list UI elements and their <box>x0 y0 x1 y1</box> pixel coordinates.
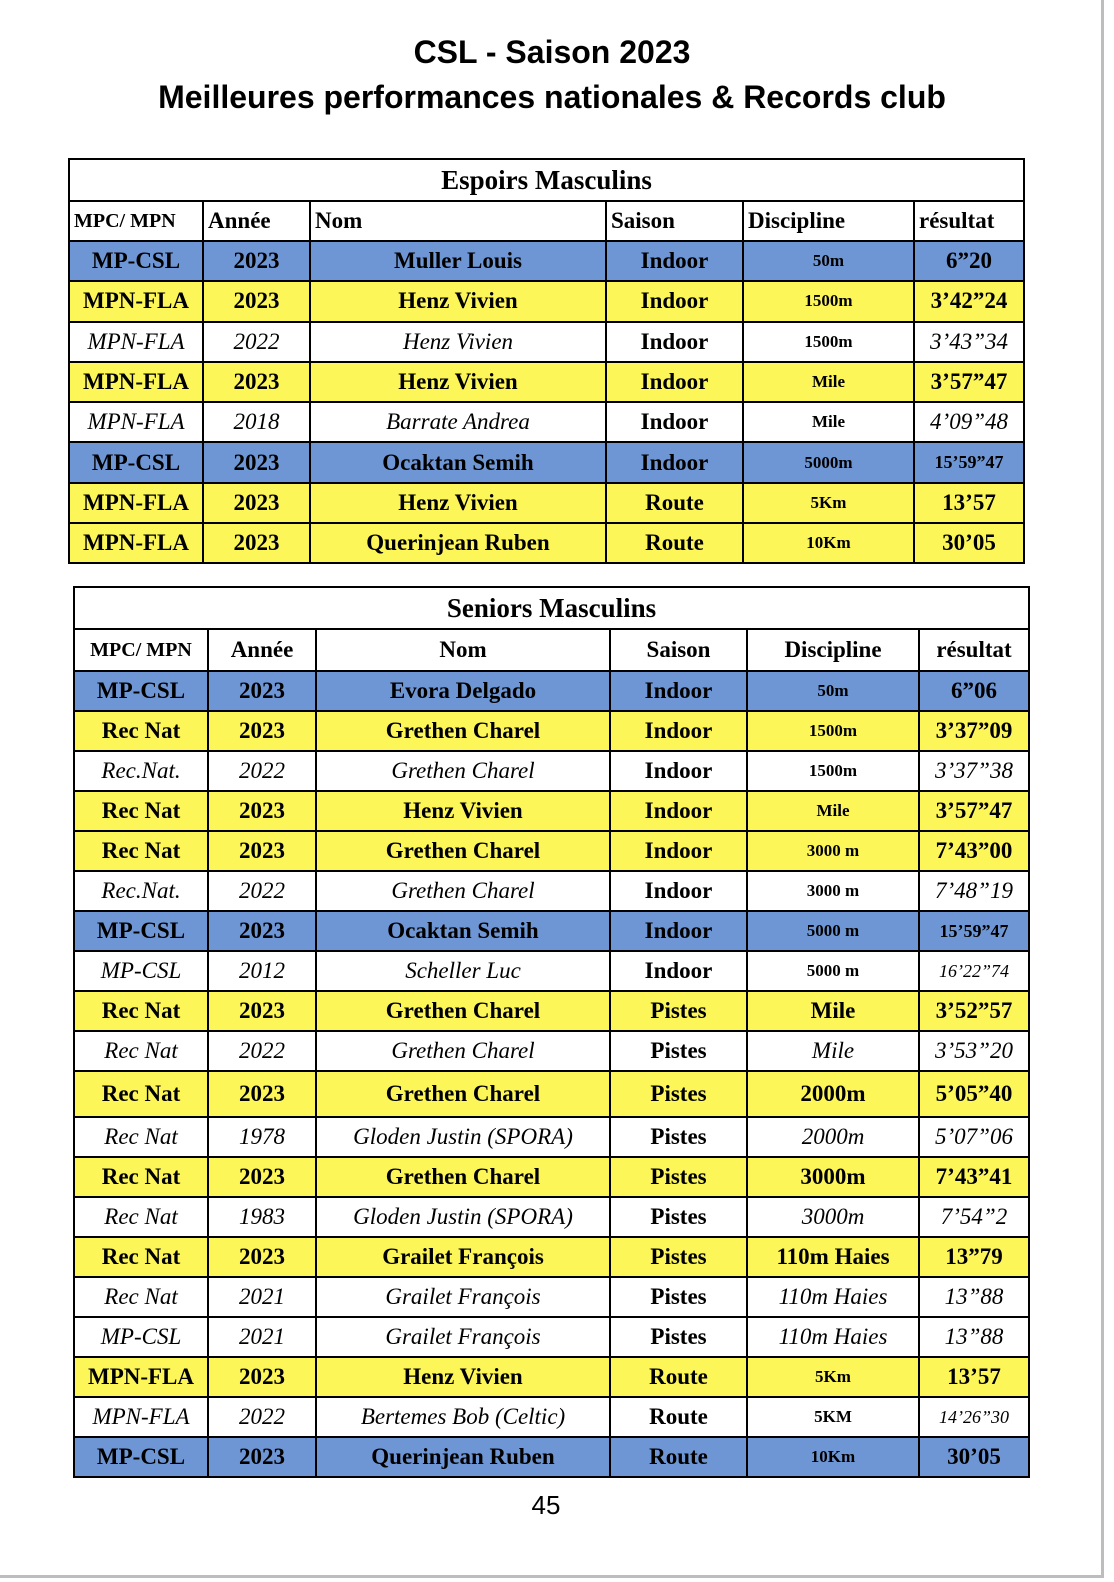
category-cell: MPN-FLA <box>69 402 203 442</box>
result-cell: 13’57 <box>919 1357 1029 1397</box>
result-cell: 3’57”47 <box>919 791 1029 831</box>
year-cell: 2023 <box>208 1157 316 1197</box>
result-cell: 5’05”40 <box>919 1071 1029 1117</box>
discipline-cell: 110m Haies <box>747 1237 919 1277</box>
name-cell: Grailet François <box>316 1317 610 1357</box>
category-cell: Rec Nat <box>74 1157 208 1197</box>
table-row <box>69 523 1024 563</box>
year-cell: 2022 <box>203 322 310 362</box>
name-cell: Grethen Charel <box>316 711 610 751</box>
column-header: Nom <box>316 629 610 671</box>
discipline-cell: Mile <box>743 402 914 442</box>
season-cell: Indoor <box>610 711 747 751</box>
column-header: Nom <box>310 201 606 241</box>
result-cell: 5’07”06 <box>919 1117 1029 1157</box>
name-cell: Henz Vivien <box>310 362 606 402</box>
season-cell: Indoor <box>610 671 747 711</box>
espoirs-masculins-table <box>68 158 1025 564</box>
season-cell: Indoor <box>606 362 743 402</box>
name-cell: Grethen Charel <box>316 871 610 911</box>
discipline-cell: Mile <box>747 991 919 1031</box>
table-row <box>74 1357 1029 1397</box>
year-cell: 2022 <box>208 1397 316 1437</box>
result-cell: 3’57”47 <box>914 362 1024 402</box>
discipline-cell: 3000m <box>747 1157 919 1197</box>
category-cell: Rec Nat <box>74 991 208 1031</box>
name-cell: Querinjean Ruben <box>310 523 606 563</box>
column-header: Année <box>208 629 316 671</box>
season-cell: Route <box>610 1357 747 1397</box>
result-cell: 16’22”74 <box>919 951 1029 991</box>
table-row <box>74 951 1029 991</box>
category-cell: MPN-FLA <box>69 362 203 402</box>
year-cell: 2023 <box>208 1237 316 1277</box>
table-row <box>69 322 1024 362</box>
table-row <box>74 1071 1029 1117</box>
season-cell: Indoor <box>606 402 743 442</box>
table-row <box>69 483 1024 523</box>
discipline-cell: 50m <box>743 241 914 281</box>
year-cell: 2023 <box>203 442 310 482</box>
year-cell: 2023 <box>203 362 310 402</box>
column-header: MPC/ MPN <box>74 629 208 671</box>
category-cell: MPN-FLA <box>69 322 203 362</box>
column-header: résultat <box>914 201 1024 241</box>
result-cell: 3’43”34 <box>914 322 1024 362</box>
name-cell: Ocaktan Semih <box>310 442 606 482</box>
season-cell: Pistes <box>610 1031 747 1071</box>
year-cell: 2022 <box>208 751 316 791</box>
result-cell: 13”79 <box>919 1237 1029 1277</box>
year-cell: 2023 <box>208 671 316 711</box>
discipline-cell: 1500m <box>743 322 914 362</box>
category-cell: Rec Nat <box>74 1197 208 1237</box>
category-cell: MP-CSL <box>74 911 208 951</box>
season-cell: Pistes <box>610 1237 747 1277</box>
name-cell: Grethen Charel <box>316 1031 610 1071</box>
category-cell: Rec.Nat. <box>74 751 208 791</box>
category-cell: Rec Nat <box>74 1071 208 1117</box>
year-cell: 2022 <box>208 1031 316 1071</box>
discipline-cell: 10Km <box>743 523 914 563</box>
season-cell: Indoor <box>610 911 747 951</box>
category-cell: Rec Nat <box>74 831 208 871</box>
name-cell: Henz Vivien <box>310 322 606 362</box>
season-cell: Pistes <box>610 1277 747 1317</box>
result-cell: 13”88 <box>919 1317 1029 1357</box>
name-cell: Grailet François <box>316 1237 610 1277</box>
season-cell: Indoor <box>610 831 747 871</box>
category-cell: Rec Nat <box>74 1277 208 1317</box>
seniors-masculins-table <box>73 586 1030 1478</box>
season-cell: Pistes <box>610 1117 747 1157</box>
name-cell: Grethen Charel <box>316 831 610 871</box>
table-caption: Espoirs Masculins <box>69 159 1024 201</box>
season-cell: Pistes <box>610 1157 747 1197</box>
result-cell: 3’37”38 <box>919 751 1029 791</box>
year-cell: 2023 <box>208 831 316 871</box>
discipline-cell: Mile <box>747 1031 919 1071</box>
year-cell: 2023 <box>208 711 316 751</box>
category-cell: MP-CSL <box>69 241 203 281</box>
season-cell: Pistes <box>610 1071 747 1117</box>
discipline-cell: 10Km <box>747 1437 919 1477</box>
result-cell: 3’52”57 <box>919 991 1029 1031</box>
table-row <box>74 1397 1029 1437</box>
discipline-cell: Mile <box>747 791 919 831</box>
header-row <box>74 629 1029 671</box>
category-cell: MP-CSL <box>69 442 203 482</box>
season-cell: Indoor <box>610 871 747 911</box>
category-cell: MP-CSL <box>74 1317 208 1357</box>
year-cell: 1978 <box>208 1117 316 1157</box>
discipline-cell: 1500m <box>747 751 919 791</box>
season-cell: Indoor <box>610 951 747 991</box>
result-cell: 15’59”47 <box>919 911 1029 951</box>
table-row <box>74 1117 1029 1157</box>
category-cell: Rec Nat <box>74 711 208 751</box>
category-cell: MP-CSL <box>74 951 208 991</box>
result-cell: 13’57 <box>914 483 1024 523</box>
year-cell: 2023 <box>208 1357 316 1397</box>
season-cell: Pistes <box>610 991 747 1031</box>
category-cell: Rec Nat <box>74 1117 208 1157</box>
name-cell: Henz Vivien <box>310 483 606 523</box>
name-cell: Querinjean Ruben <box>316 1437 610 1477</box>
discipline-cell: 1500m <box>747 711 919 751</box>
category-cell: Rec Nat <box>74 791 208 831</box>
column-header: Saison <box>610 629 747 671</box>
table-row <box>74 1277 1029 1317</box>
table-row <box>74 751 1029 791</box>
season-cell: Pistes <box>610 1197 747 1237</box>
result-cell: 14’26”30 <box>919 1397 1029 1437</box>
season-cell: Indoor <box>606 281 743 321</box>
name-cell: Grailet François <box>316 1277 610 1317</box>
column-header: Discipline <box>743 201 914 241</box>
result-cell: 7’43”41 <box>919 1157 1029 1197</box>
header-row <box>69 201 1024 241</box>
discipline-cell: Mile <box>743 362 914 402</box>
result-cell: 13”88 <box>919 1277 1029 1317</box>
discipline-cell: 3000 m <box>747 871 919 911</box>
year-cell: 2023 <box>203 483 310 523</box>
name-cell: Henz Vivien <box>310 281 606 321</box>
discipline-cell: 5000 m <box>747 951 919 991</box>
season-cell: Indoor <box>610 751 747 791</box>
discipline-cell: 5000 m <box>747 911 919 951</box>
result-cell: 15’59”47 <box>914 442 1024 482</box>
year-cell: 2021 <box>208 1277 316 1317</box>
discipline-cell: 5Km <box>747 1357 919 1397</box>
category-cell: MP-CSL <box>74 1437 208 1477</box>
result-cell: 30’05 <box>919 1437 1029 1477</box>
table-row <box>74 991 1029 1031</box>
name-cell: Grethen Charel <box>316 1071 610 1117</box>
result-cell: 3’42”24 <box>914 281 1024 321</box>
table-row <box>74 1157 1029 1197</box>
discipline-cell: 3000m <box>747 1197 919 1237</box>
result-cell: 6”20 <box>914 241 1024 281</box>
year-cell: 2023 <box>208 1437 316 1477</box>
category-cell: Rec Nat <box>74 1031 208 1071</box>
season-cell: Indoor <box>606 322 743 362</box>
table-row <box>74 671 1029 711</box>
year-cell: 2023 <box>208 1071 316 1117</box>
season-cell: Route <box>610 1397 747 1437</box>
name-cell: Henz Vivien <box>316 791 610 831</box>
column-header: Saison <box>606 201 743 241</box>
table-row <box>69 362 1024 402</box>
name-cell: Bertemes Bob (Celtic) <box>316 1397 610 1437</box>
name-cell: Gloden Justin (SPORA) <box>316 1117 610 1157</box>
result-cell: 4’09”48 <box>914 402 1024 442</box>
column-header: résultat <box>919 629 1029 671</box>
table-row <box>74 791 1029 831</box>
discipline-cell: 110m Haies <box>747 1277 919 1317</box>
table-row <box>74 1237 1029 1277</box>
result-cell: 3’53”20 <box>919 1031 1029 1071</box>
result-cell: 3’37”09 <box>919 711 1029 751</box>
name-cell: Grethen Charel <box>316 751 610 791</box>
result-cell: 7’54”2 <box>919 1197 1029 1237</box>
column-header: Discipline <box>747 629 919 671</box>
discipline-cell: 1500m <box>743 281 914 321</box>
year-cell: 1983 <box>208 1197 316 1237</box>
category-cell: MPN-FLA <box>69 281 203 321</box>
season-cell: Route <box>606 483 743 523</box>
name-cell: Evora Delgado <box>316 671 610 711</box>
page-title: CSL - Saison 2023 <box>413 34 691 70</box>
discipline-cell: 5000m <box>743 442 914 482</box>
season-cell: Pistes <box>610 1317 747 1357</box>
discipline-cell: 2000m <box>747 1071 919 1117</box>
year-cell: 2012 <box>208 951 316 991</box>
discipline-cell: 3000 m <box>747 831 919 871</box>
name-cell: Ocaktan Semih <box>316 911 610 951</box>
name-cell: Muller Louis <box>310 241 606 281</box>
season-cell: Indoor <box>606 442 743 482</box>
discipline-cell: 5Km <box>743 483 914 523</box>
table-row <box>74 911 1029 951</box>
category-cell: Rec.Nat. <box>74 871 208 911</box>
year-cell: 2022 <box>208 871 316 911</box>
category-cell: MPN-FLA <box>74 1357 208 1397</box>
category-cell: Rec Nat <box>74 1237 208 1277</box>
column-header: Année <box>203 201 310 241</box>
year-cell: 2021 <box>208 1317 316 1357</box>
discipline-cell: 110m Haies <box>747 1317 919 1357</box>
table-row <box>74 831 1029 871</box>
season-cell: Route <box>610 1437 747 1477</box>
name-cell: Barrate Andrea <box>310 402 606 442</box>
name-cell: Scheller Luc <box>316 951 610 991</box>
category-cell: MP-CSL <box>74 671 208 711</box>
year-cell: 2023 <box>208 791 316 831</box>
page-subtitle: Meilleures performances nationales & Records club <box>158 79 946 115</box>
category-cell: MPN-FLA <box>69 523 203 563</box>
category-cell: MPN-FLA <box>69 483 203 523</box>
category-cell: MPN-FLA <box>74 1397 208 1437</box>
table-row <box>69 241 1024 281</box>
year-cell: 2023 <box>208 991 316 1031</box>
name-cell: Gloden Justin (SPORA) <box>316 1197 610 1237</box>
table-caption: Seniors Masculins <box>74 587 1029 629</box>
season-cell: Indoor <box>610 791 747 831</box>
table-row <box>69 402 1024 442</box>
table-row <box>74 1437 1029 1477</box>
table-row <box>69 281 1024 321</box>
table-row <box>74 1197 1029 1237</box>
table-row <box>74 711 1029 751</box>
name-cell: Grethen Charel <box>316 991 610 1031</box>
year-cell: 2023 <box>208 911 316 951</box>
discipline-cell: 2000m <box>747 1117 919 1157</box>
year-cell: 2023 <box>203 281 310 321</box>
season-cell: Route <box>606 523 743 563</box>
season-cell: Indoor <box>606 241 743 281</box>
table-row <box>74 1317 1029 1357</box>
discipline-cell: 50m <box>747 671 919 711</box>
name-cell: Henz Vivien <box>316 1357 610 1397</box>
result-cell: 7’43”00 <box>919 831 1029 871</box>
page-number: 45 <box>531 1490 561 1520</box>
result-cell: 30’05 <box>914 523 1024 563</box>
result-cell: 6”06 <box>919 671 1029 711</box>
year-cell: 2023 <box>203 241 310 281</box>
table-row <box>74 871 1029 911</box>
discipline-cell: 5KM <box>747 1397 919 1437</box>
result-cell: 7’48”19 <box>919 871 1029 911</box>
year-cell: 2023 <box>203 523 310 563</box>
name-cell: Grethen Charel <box>316 1157 610 1197</box>
year-cell: 2018 <box>203 402 310 442</box>
column-header: MPC/ MPN <box>69 201 203 241</box>
table-row <box>74 1031 1029 1071</box>
table-row <box>69 442 1024 482</box>
